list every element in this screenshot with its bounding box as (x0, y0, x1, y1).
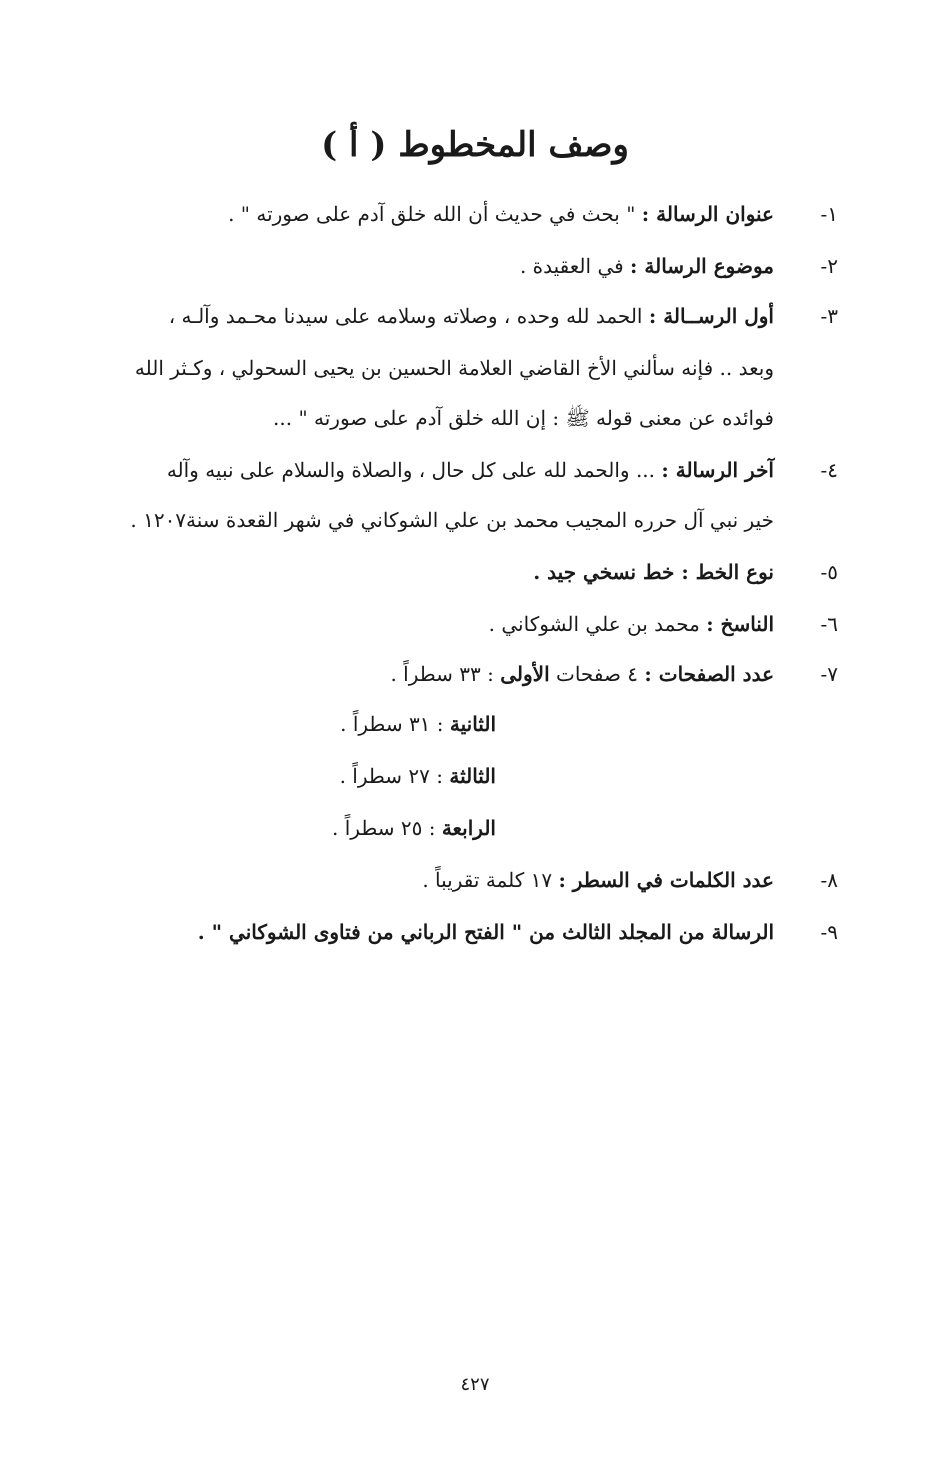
sub-item-label: الرابعة (441, 816, 496, 840)
item-text: فوائده عن معنى قوله ﷺ : إن الله خلق آدم على صورته " ... (273, 406, 774, 430)
sub-item-line (332, 808, 496, 848)
item-text: خير نبي آل حرره المجيب محمد بن علي الشوكاني في شهر القعدة سنة١٢٠٧ . (130, 508, 774, 532)
item-number: ١- (820, 202, 838, 226)
list-item (0, 860, 950, 900)
sub-item-line (340, 704, 496, 744)
item-text-prefix: ٤ صفحات (556, 662, 639, 686)
list-item (0, 654, 950, 694)
item-line (390, 654, 774, 694)
sub-item-label: الثانية (449, 712, 496, 736)
item-text: خط نسخي جيد . (533, 560, 675, 584)
page-title: وصف المخطوط ( أ ) (321, 125, 629, 165)
page-number: ٤٢٧ (460, 1374, 490, 1395)
item-number: ٤- (820, 458, 838, 482)
item-label: الرسالة من المجلد الثالث من " الفتح الرباني من فتاوى الشوكاني " . (197, 920, 774, 944)
item-line (489, 604, 774, 644)
item-label: أول الرســالة : (648, 304, 774, 328)
item-text: وبعد .. فإنه سألني الأخ القاضي العلامة الحسين بن يحيى السحولي ، وكـثر الله (134, 356, 774, 380)
item-text: في العقيدة . (519, 254, 624, 278)
item-line (533, 552, 774, 592)
item-label: عنوان الرسالة : (641, 202, 774, 226)
item-text: ... والحمد لله على كل حال ، والصلاة والسلام على نبيه وآله (166, 458, 656, 482)
sub-item-label: الثالثة (449, 764, 496, 788)
item-text: محمد بن علي الشوكاني . (488, 612, 700, 636)
item-label: موضوع الرسالة : (630, 254, 774, 278)
item-text: الحمد لله وحده ، وصلاته وسلامه على سيدنا محـمد وآلـه ، (168, 304, 643, 328)
list-item (0, 246, 950, 286)
item-line (520, 246, 774, 286)
item-line (422, 860, 774, 900)
item-number: ٩- (820, 920, 838, 944)
list-item (0, 552, 950, 592)
list-item (0, 194, 950, 234)
list-item-continuation (0, 348, 950, 388)
item-number: ٦- (820, 612, 838, 636)
item-label: آخر الرسالة : (661, 458, 774, 482)
sub-item (0, 704, 950, 744)
sub-item-text: : ٢٧ سطراً . (339, 764, 443, 788)
sub-item-line (340, 756, 496, 796)
item-text: " بحث في حديث أن الله خلق آدم على صورته " . (228, 202, 636, 226)
list-item-continuation (0, 398, 950, 438)
item-sub-label: الأولى (500, 662, 550, 686)
sub-item (0, 756, 950, 796)
list-item (0, 912, 950, 952)
list-item-continuation (0, 500, 950, 540)
item-text: : ٣٣ سطراً . (390, 662, 494, 686)
item-label: الناسخ : (706, 612, 774, 636)
item-line (167, 450, 774, 490)
item-line (169, 296, 774, 336)
item-text: ١٧ كلمة تقريباً . (422, 868, 553, 892)
item-number: ٢- (820, 254, 838, 278)
item-number: ٨- (820, 868, 838, 892)
item-label: نوع الخط : (681, 560, 774, 584)
sub-item-text: : ٢٥ سطراً . (332, 816, 436, 840)
item-label: عدد الصفحات : (644, 662, 774, 686)
sub-item (0, 808, 950, 848)
sub-item-text: : ٣١ سطراً . (340, 712, 444, 736)
list-item (0, 450, 950, 490)
item-number: ٥- (820, 560, 838, 584)
item-number: ٧- (820, 662, 838, 686)
item-number: ٣- (820, 304, 838, 328)
list-item (0, 296, 950, 336)
item-label: عدد الكلمات في السطر : (558, 868, 774, 892)
list-item (0, 604, 950, 644)
item-line (228, 194, 774, 234)
